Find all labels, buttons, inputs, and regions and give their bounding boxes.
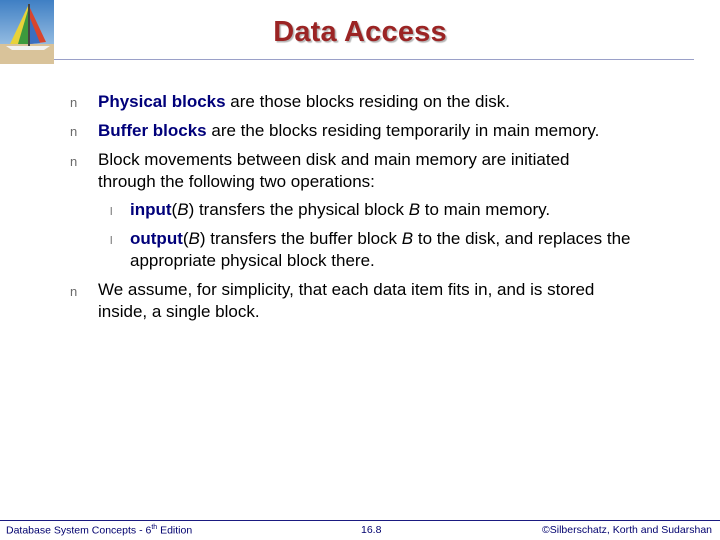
bullet-text: are the blocks residing temporarily in main memory. [206,121,600,140]
footer-text: Edition [157,524,193,537]
bullet-marker: n [70,95,78,110]
footer-page-number: 16.8 [361,524,382,536]
arg: B [177,200,189,219]
bullet-text-line: inside, a single block. [98,302,260,321]
footer-copyright: ©Silberschatz, Korth and Sudarshan [542,524,712,536]
bullet-text-line: We assume, for simplicity, that each data item fits in, and is stored [98,280,595,299]
bullet-block-movements [98,149,698,193]
bullet-marker: n [70,124,78,139]
bullet-assumption [98,279,698,323]
subbullet-text: to the disk, and replaces the [413,229,631,248]
subbullet-marker: l [110,206,113,218]
bullet-physical-blocks [98,91,698,113]
paren: ) [188,200,195,219]
subbullet-text: to main memory. [420,200,551,219]
paren: ( [171,200,178,219]
term-buffer-blocks: Buffer blocks [98,121,207,140]
subbullet-text: transfers the physical block [194,200,409,219]
subbullet-marker: l [110,235,113,247]
bullet-text-line: Block movements between disk and main memory are initiated [98,150,570,169]
footer-divider [0,520,720,521]
arg: B [408,200,421,219]
paren: ( [182,229,189,248]
slide-title: Data Access [273,16,447,48]
subbullet-input [130,199,700,221]
arg: B [401,229,414,248]
title-underline [54,59,694,60]
subbullet-line [130,228,700,250]
footer-sup: th [151,524,158,531]
paren: ) [199,229,206,248]
term-physical-blocks: Physical blocks [98,92,226,111]
footer-book-title [6,524,192,537]
op-output: output [130,229,183,248]
bullet-marker: n [70,284,78,299]
bullet-text: are those blocks residing on the disk. [225,92,511,111]
bullet-buffer-blocks [98,120,698,142]
op-input: input [130,200,172,219]
subbullet-text: transfers the buffer block [205,229,402,248]
bullet-text-line: through the following two operations: [98,172,375,191]
subbullet-output [130,228,700,272]
arg: B [188,229,200,248]
footer-text: Database System Concepts - 6 [6,524,152,537]
bullet-marker: n [70,154,78,169]
subbullet-line: appropriate physical block there. [130,251,375,270]
